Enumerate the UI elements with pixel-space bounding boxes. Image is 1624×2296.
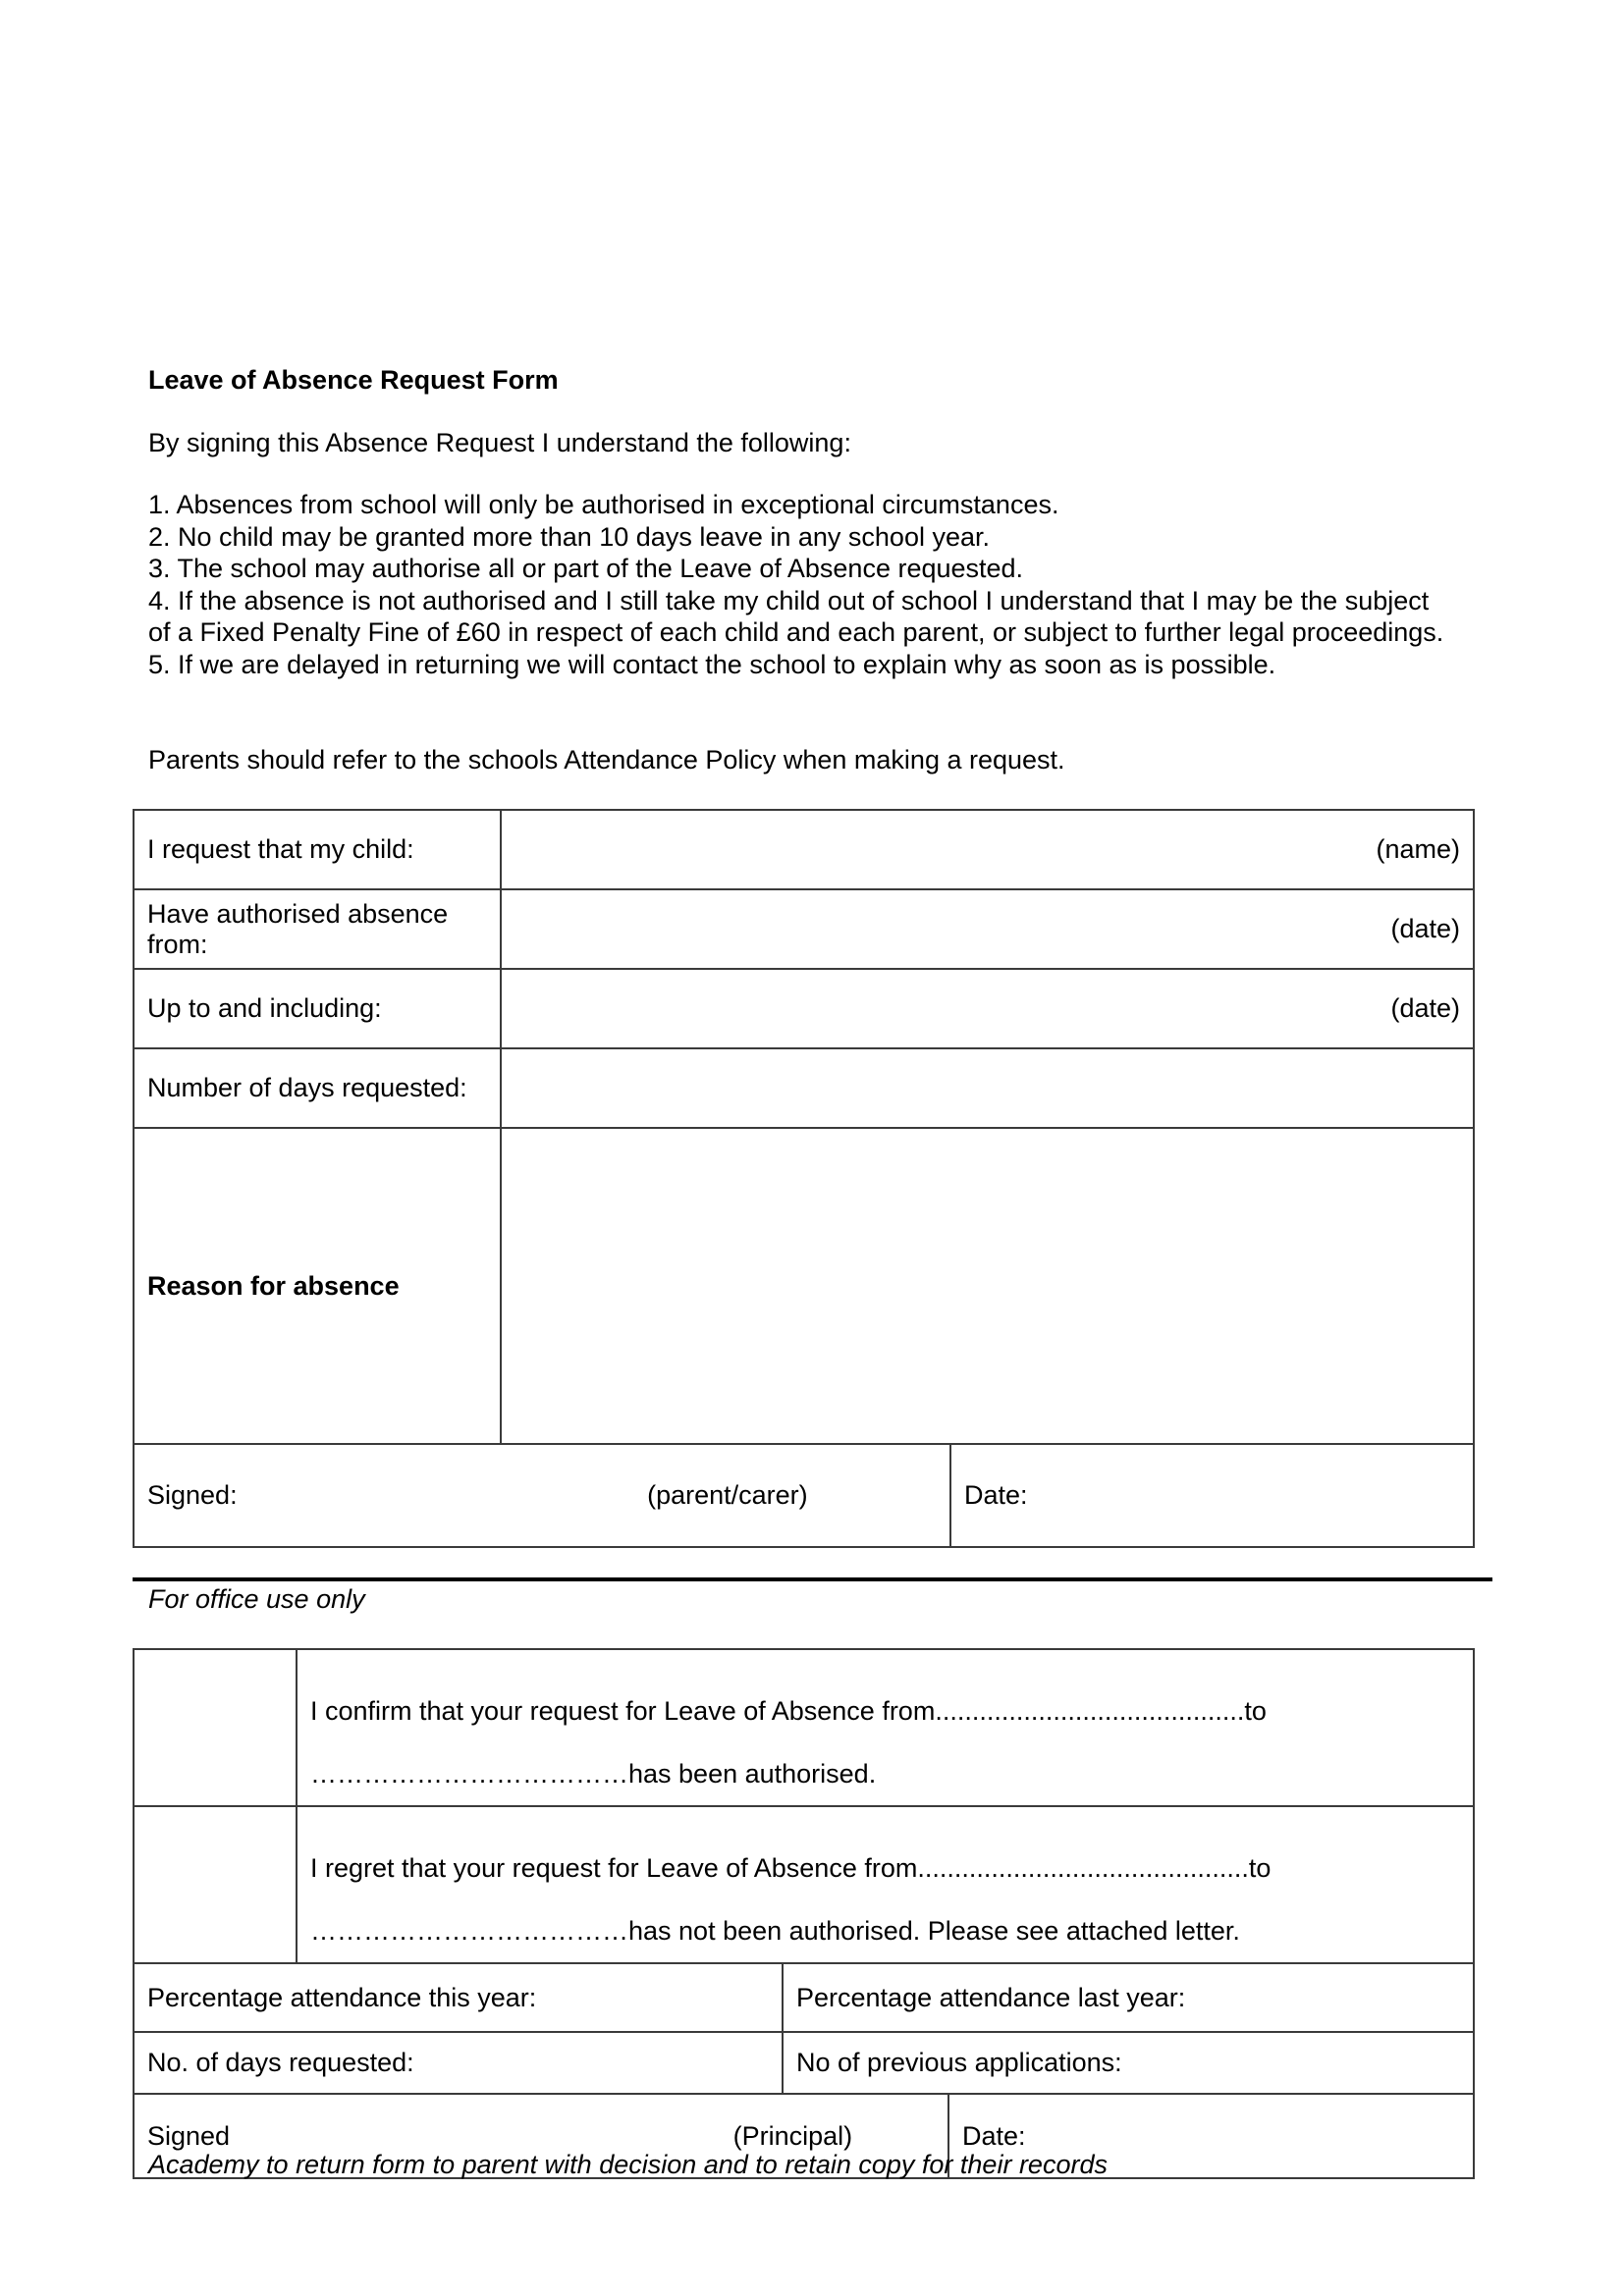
child-row — [134, 810, 1474, 889]
principal-signed-label: Signed — [147, 2120, 231, 2151]
from-row — [134, 889, 1474, 969]
days-row — [134, 1048, 1474, 1128]
parent-date-label: Date: — [964, 1480, 1028, 1510]
intro-text: By signing this Absence Request I understand the following: — [148, 428, 851, 457]
authorised-statement — [297, 1649, 1474, 1806]
attendance-last-year-label: Percentage attendance last year: — [796, 1982, 1186, 2012]
policy-note: Parents should refer to the schools Attendance Policy when making a request. — [148, 745, 1065, 774]
refused-statement — [297, 1806, 1474, 1963]
office-days-requested-field[interactable] — [134, 2032, 783, 2094]
child-name-field[interactable] — [501, 810, 1474, 889]
from-date-hint: (date) — [1390, 914, 1460, 943]
parent-signature-row — [134, 1444, 1474, 1547]
from-date-field[interactable] — [501, 889, 1474, 969]
parent-signed-role: (parent/carer) — [647, 1480, 808, 1510]
authorised-checkbox[interactable] — [134, 1649, 297, 1806]
principal-signed-role: (Principal) — [732, 2120, 853, 2151]
refused-row — [134, 1806, 1474, 1963]
previous-applications-label: No of previous applications: — [796, 2048, 1122, 2077]
condition-item: 5. If we are delayed in returning we will contact the school to explain why as soon as is possible. — [148, 649, 1276, 679]
condition-item: 4. If the absence is not authorised and I still take my child out of school I understand that I may be the subject of a Fixed Penalty Fine of £60 in respect of each child and each parent, or subject to further legal proceedings. — [148, 585, 1444, 647]
attendance-this-year-label: Percentage attendance this year: — [147, 1982, 537, 2012]
child-label: I request that my child: — [134, 810, 501, 889]
parent-date-field[interactable] — [950, 1444, 1474, 1547]
principal-date-label: Date: — [962, 2120, 1026, 2151]
request-form-table — [133, 809, 1475, 1548]
parent-signature-field[interactable] — [134, 1444, 950, 1547]
until-date-hint: (date) — [1390, 993, 1460, 1023]
previous-applications-field[interactable] — [783, 2032, 1474, 2094]
reason-field[interactable] — [501, 1128, 1474, 1444]
until-date-field[interactable] — [501, 969, 1474, 1048]
form-title: Leave of Absence Request Form — [148, 365, 559, 395]
office-use-table — [133, 1648, 1475, 2179]
parent-signed-label: Signed: — [147, 1480, 238, 1510]
attendance-last-year-field[interactable] — [783, 1963, 1474, 2032]
refused-line-1: I regret that your request for Leave of Absence from.............................................to — [310, 1853, 1272, 1883]
condition-item: 2. No child may be granted more than 10 days leave in any school year. — [148, 521, 990, 552]
until-label: Up to and including: — [134, 969, 501, 1048]
from-label: Have authorised absence from: — [134, 889, 501, 969]
section-divider — [133, 1577, 1492, 1581]
footer-note: Academy to return form to parent with decision and to retain copy for their records — [148, 2150, 1108, 2179]
office-use-heading: For office use only — [148, 1584, 365, 1614]
attendance-row — [134, 1963, 1474, 2032]
condition-item: 1. Absences from school will only be authorised in exceptional circumstances. — [148, 490, 1059, 519]
conditions-list — [148, 489, 1444, 680]
refused-checkbox[interactable] — [134, 1806, 297, 1963]
refused-line-2: ………………………………has not been authorised. Please see attached letter. — [310, 1916, 1240, 1946]
child-name-hint: (name) — [1376, 834, 1460, 864]
office-days-requested-label: No. of days requested: — [147, 2048, 414, 2077]
days-label: Number of days requested: — [134, 1048, 501, 1128]
attendance-this-year-field[interactable] — [134, 1963, 783, 2032]
reason-row — [134, 1128, 1474, 1444]
authorised-line-2: ………………………………has been authorised. — [310, 1759, 877, 1789]
condition-item: 3. The school may authorise all or part of the Leave of Absence requested. — [148, 554, 1024, 583]
until-row — [134, 969, 1474, 1048]
reason-label: Reason for absence — [134, 1128, 501, 1444]
applications-row — [134, 2032, 1474, 2094]
days-requested-field[interactable] — [501, 1048, 1474, 1128]
authorised-row — [134, 1649, 1474, 1806]
authorised-line-1: I confirm that your request for Leave of Absence from..........................................to — [310, 1696, 1267, 1726]
